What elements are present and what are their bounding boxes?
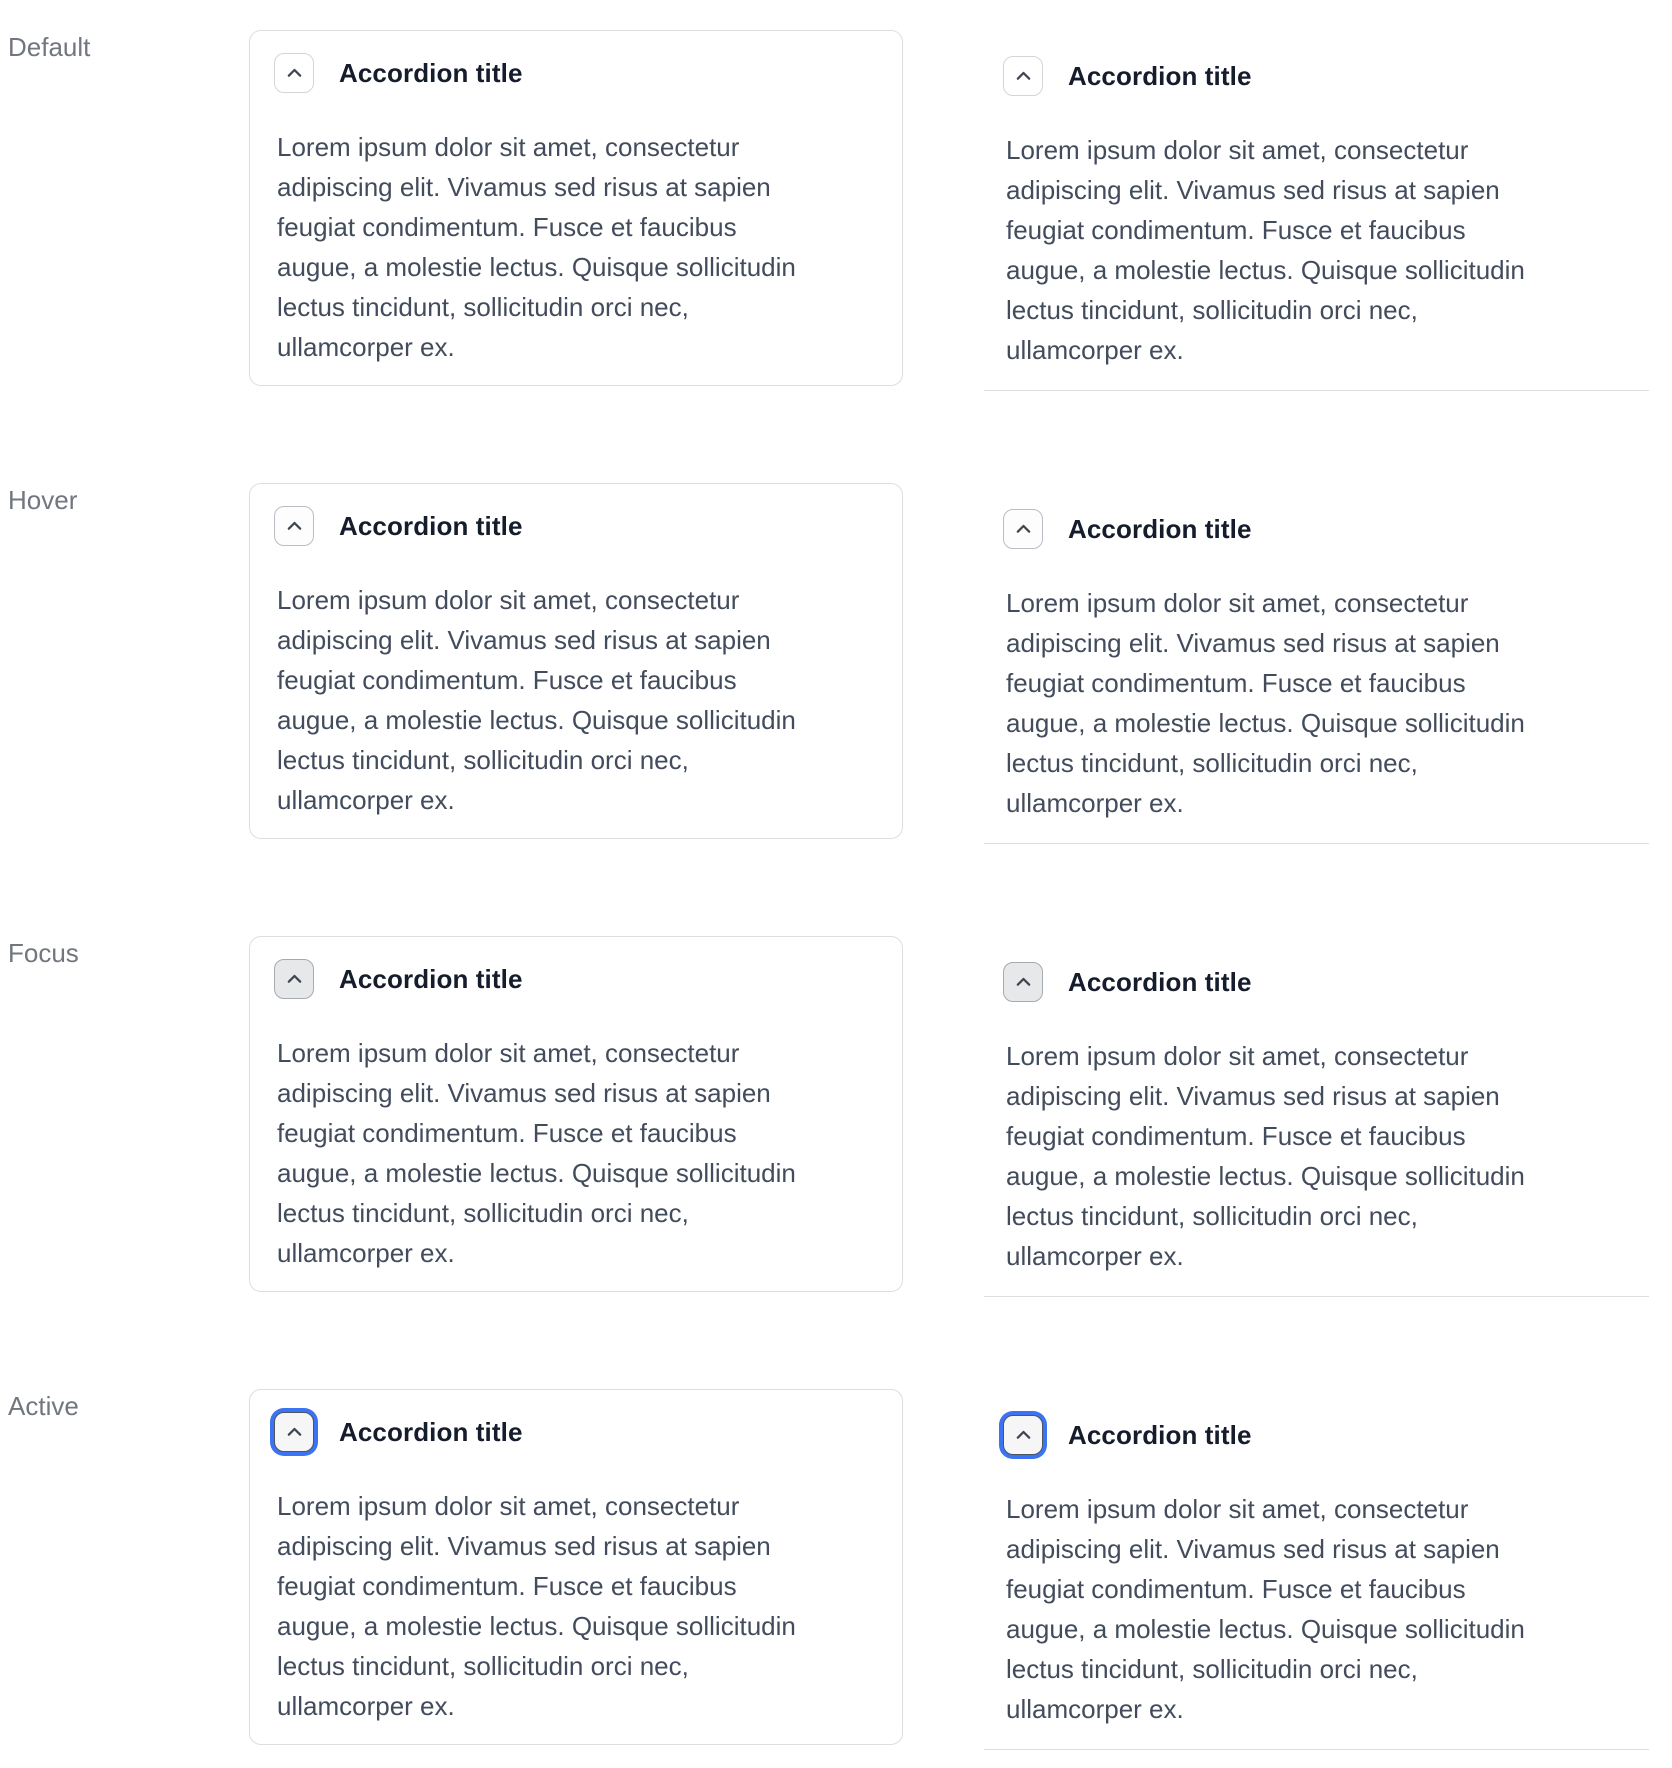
state-row-default bbox=[8, 30, 1672, 391]
accordion-body-line: adipiscing elit. Vivamus sed risus at sapien bbox=[277, 625, 771, 655]
accordion-body-line: Lorem ipsum dolor sit amet, consectetur bbox=[277, 1038, 740, 1068]
accordion-body-line: lectus tincidunt, sollicitudin orci nec, bbox=[277, 745, 689, 775]
chevron-toggle-button[interactable] bbox=[1003, 1415, 1043, 1455]
accordion-flush-hover bbox=[984, 483, 1649, 844]
accordion-header[interactable] bbox=[274, 506, 878, 546]
accordion-title: Accordion title bbox=[1068, 513, 1252, 544]
accordion-flush-default bbox=[984, 30, 1649, 391]
accordion-body-line: ullamcorper ex. bbox=[277, 332, 455, 362]
chevron-toggle-button[interactable] bbox=[274, 1412, 314, 1452]
accordion-card-active bbox=[249, 1389, 903, 1745]
chevron-toggle-button[interactable] bbox=[274, 506, 314, 546]
accordion-header[interactable] bbox=[1003, 56, 1625, 96]
state-row-hover bbox=[8, 483, 1672, 844]
accordion-header[interactable] bbox=[1003, 1415, 1625, 1455]
accordion-body-line: augue, a molestie lectus. Quisque sollicitudin bbox=[1006, 255, 1525, 285]
accordion-flush-focus bbox=[984, 936, 1649, 1297]
accordion-body-line: feugiat condimentum. Fusce et faucibus bbox=[277, 1118, 737, 1148]
accordion-title: Accordion title bbox=[339, 1416, 523, 1447]
accordion-body-line: Lorem ipsum dolor sit amet, consectetur bbox=[277, 132, 740, 162]
accordion-body-line: Lorem ipsum dolor sit amet, consectetur bbox=[277, 585, 740, 615]
accordion-header[interactable] bbox=[274, 959, 878, 999]
accordion-body-line: adipiscing elit. Vivamus sed risus at sapien bbox=[1006, 175, 1500, 205]
accordion-body-line: ullamcorper ex. bbox=[277, 1238, 455, 1268]
accordion-body-line: ullamcorper ex. bbox=[277, 785, 455, 815]
accordion-body-line: ullamcorper ex. bbox=[1006, 788, 1184, 818]
accordion-body-line: augue, a molestie lectus. Quisque sollicitudin bbox=[1006, 1161, 1525, 1191]
accordion-body-line: ullamcorper ex. bbox=[1006, 1694, 1184, 1724]
chevron-up-icon bbox=[1013, 972, 1034, 993]
accordion-title: Accordion title bbox=[339, 57, 523, 88]
accordion-body-line: feugiat condimentum. Fusce et faucibus bbox=[1006, 668, 1466, 698]
accordion-body-line: adipiscing elit. Vivamus sed risus at sapien bbox=[1006, 628, 1500, 658]
accordion-body-line: lectus tincidunt, sollicitudin orci nec, bbox=[277, 1651, 689, 1681]
accordion-body-line: feugiat condimentum. Fusce et faucibus bbox=[1006, 1121, 1466, 1151]
accordion-body-line: Lorem ipsum dolor sit amet, consectetur bbox=[1006, 588, 1469, 618]
accordion-body-line: augue, a molestie lectus. Quisque sollicitudin bbox=[1006, 1614, 1525, 1644]
state-row-active bbox=[8, 1389, 1672, 1750]
accordion-body-line: adipiscing elit. Vivamus sed risus at sapien bbox=[277, 1531, 771, 1561]
accordion-title: Accordion title bbox=[1068, 966, 1252, 997]
accordion-flush-active bbox=[984, 1389, 1649, 1750]
state-label-hover: Hover bbox=[8, 485, 78, 515]
accordion-body-line: augue, a molestie lectus. Quisque sollicitudin bbox=[1006, 708, 1525, 738]
state-label-focus: Focus bbox=[8, 938, 79, 968]
accordion-title: Accordion title bbox=[339, 963, 523, 994]
accordion-title: Accordion title bbox=[1068, 60, 1252, 91]
accordion-title: Accordion title bbox=[339, 510, 523, 541]
chevron-up-icon bbox=[284, 969, 305, 990]
accordion-body-line: feugiat condimentum. Fusce et faucibus bbox=[1006, 1574, 1466, 1604]
accordion-body-line: lectus tincidunt, sollicitudin orci nec, bbox=[1006, 1201, 1418, 1231]
accordion-body-line: feugiat condimentum. Fusce et faucibus bbox=[277, 665, 737, 695]
state-row-focus bbox=[8, 936, 1672, 1297]
accordion-body-line: adipiscing elit. Vivamus sed risus at sapien bbox=[1006, 1534, 1500, 1564]
chevron-up-icon bbox=[284, 63, 305, 84]
accordion-body-line: lectus tincidunt, sollicitudin orci nec, bbox=[1006, 1654, 1418, 1684]
accordion-body-line: adipiscing elit. Vivamus sed risus at sapien bbox=[277, 1078, 771, 1108]
accordion-body bbox=[277, 1486, 878, 1726]
accordion-body-line: feugiat condimentum. Fusce et faucibus bbox=[1006, 215, 1466, 245]
accordion-body-line: Lorem ipsum dolor sit amet, consectetur bbox=[1006, 1494, 1469, 1524]
accordion-body-line: Lorem ipsum dolor sit amet, consectetur bbox=[1006, 135, 1469, 165]
accordion-body-line: lectus tincidunt, sollicitudin orci nec, bbox=[1006, 748, 1418, 778]
accordion-body-line: Lorem ipsum dolor sit amet, consectetur bbox=[277, 1491, 740, 1521]
accordion-body-line: feugiat condimentum. Fusce et faucibus bbox=[277, 212, 737, 242]
chevron-up-icon bbox=[1013, 519, 1034, 540]
chevron-toggle-button[interactable] bbox=[1003, 56, 1043, 96]
accordion-body-line: ullamcorper ex. bbox=[277, 1691, 455, 1721]
accordion-body bbox=[1006, 583, 1625, 823]
accordion-card-focus bbox=[249, 936, 903, 1292]
accordion-body-line: augue, a molestie lectus. Quisque sollicitudin bbox=[277, 1611, 796, 1641]
accordion-card-default bbox=[249, 30, 903, 386]
state-label-active: Active bbox=[8, 1391, 79, 1421]
chevron-up-icon bbox=[284, 1422, 305, 1443]
chevron-toggle-button[interactable] bbox=[1003, 509, 1043, 549]
accordion-body-line: lectus tincidunt, sollicitudin orci nec, bbox=[277, 1198, 689, 1228]
chevron-up-icon bbox=[1013, 1425, 1034, 1446]
chevron-toggle-button[interactable] bbox=[274, 53, 314, 93]
accordion-title: Accordion title bbox=[1068, 1419, 1252, 1450]
accordion-body-line: augue, a molestie lectus. Quisque sollicitudin bbox=[277, 705, 796, 735]
accordion-body-line: ullamcorper ex. bbox=[1006, 335, 1184, 365]
accordion-card-hover bbox=[249, 483, 903, 839]
accordion-header[interactable] bbox=[1003, 509, 1625, 549]
accordion-body-line: lectus tincidunt, sollicitudin orci nec, bbox=[277, 292, 689, 322]
accordion-body-line: adipiscing elit. Vivamus sed risus at sapien bbox=[1006, 1081, 1500, 1111]
accordion-body bbox=[1006, 130, 1625, 370]
accordion-body bbox=[277, 1033, 878, 1273]
accordion-body-line: adipiscing elit. Vivamus sed risus at sapien bbox=[277, 172, 771, 202]
state-label-default: Default bbox=[8, 32, 91, 62]
chevron-up-icon bbox=[284, 516, 305, 537]
accordion-body-line: augue, a molestie lectus. Quisque sollicitudin bbox=[277, 252, 796, 282]
accordion-body bbox=[277, 127, 878, 367]
accordion-body bbox=[1006, 1489, 1625, 1729]
chevron-up-icon bbox=[1013, 66, 1034, 87]
accordion-body-line: lectus tincidunt, sollicitudin orci nec, bbox=[1006, 295, 1418, 325]
accordion-header[interactable] bbox=[274, 53, 878, 93]
chevron-toggle-button[interactable] bbox=[1003, 962, 1043, 1002]
accordion-body bbox=[1006, 1036, 1625, 1276]
accordion-body-line: feugiat condimentum. Fusce et faucibus bbox=[277, 1571, 737, 1601]
accordion-header[interactable] bbox=[1003, 962, 1625, 1002]
chevron-toggle-button[interactable] bbox=[274, 959, 314, 999]
accordion-body-line: ullamcorper ex. bbox=[1006, 1241, 1184, 1271]
accordion-body-line: augue, a molestie lectus. Quisque sollicitudin bbox=[277, 1158, 796, 1188]
accordion-body-line: Lorem ipsum dolor sit amet, consectetur bbox=[1006, 1041, 1469, 1071]
accordion-header[interactable] bbox=[274, 1412, 878, 1452]
accordion-body bbox=[277, 580, 878, 820]
